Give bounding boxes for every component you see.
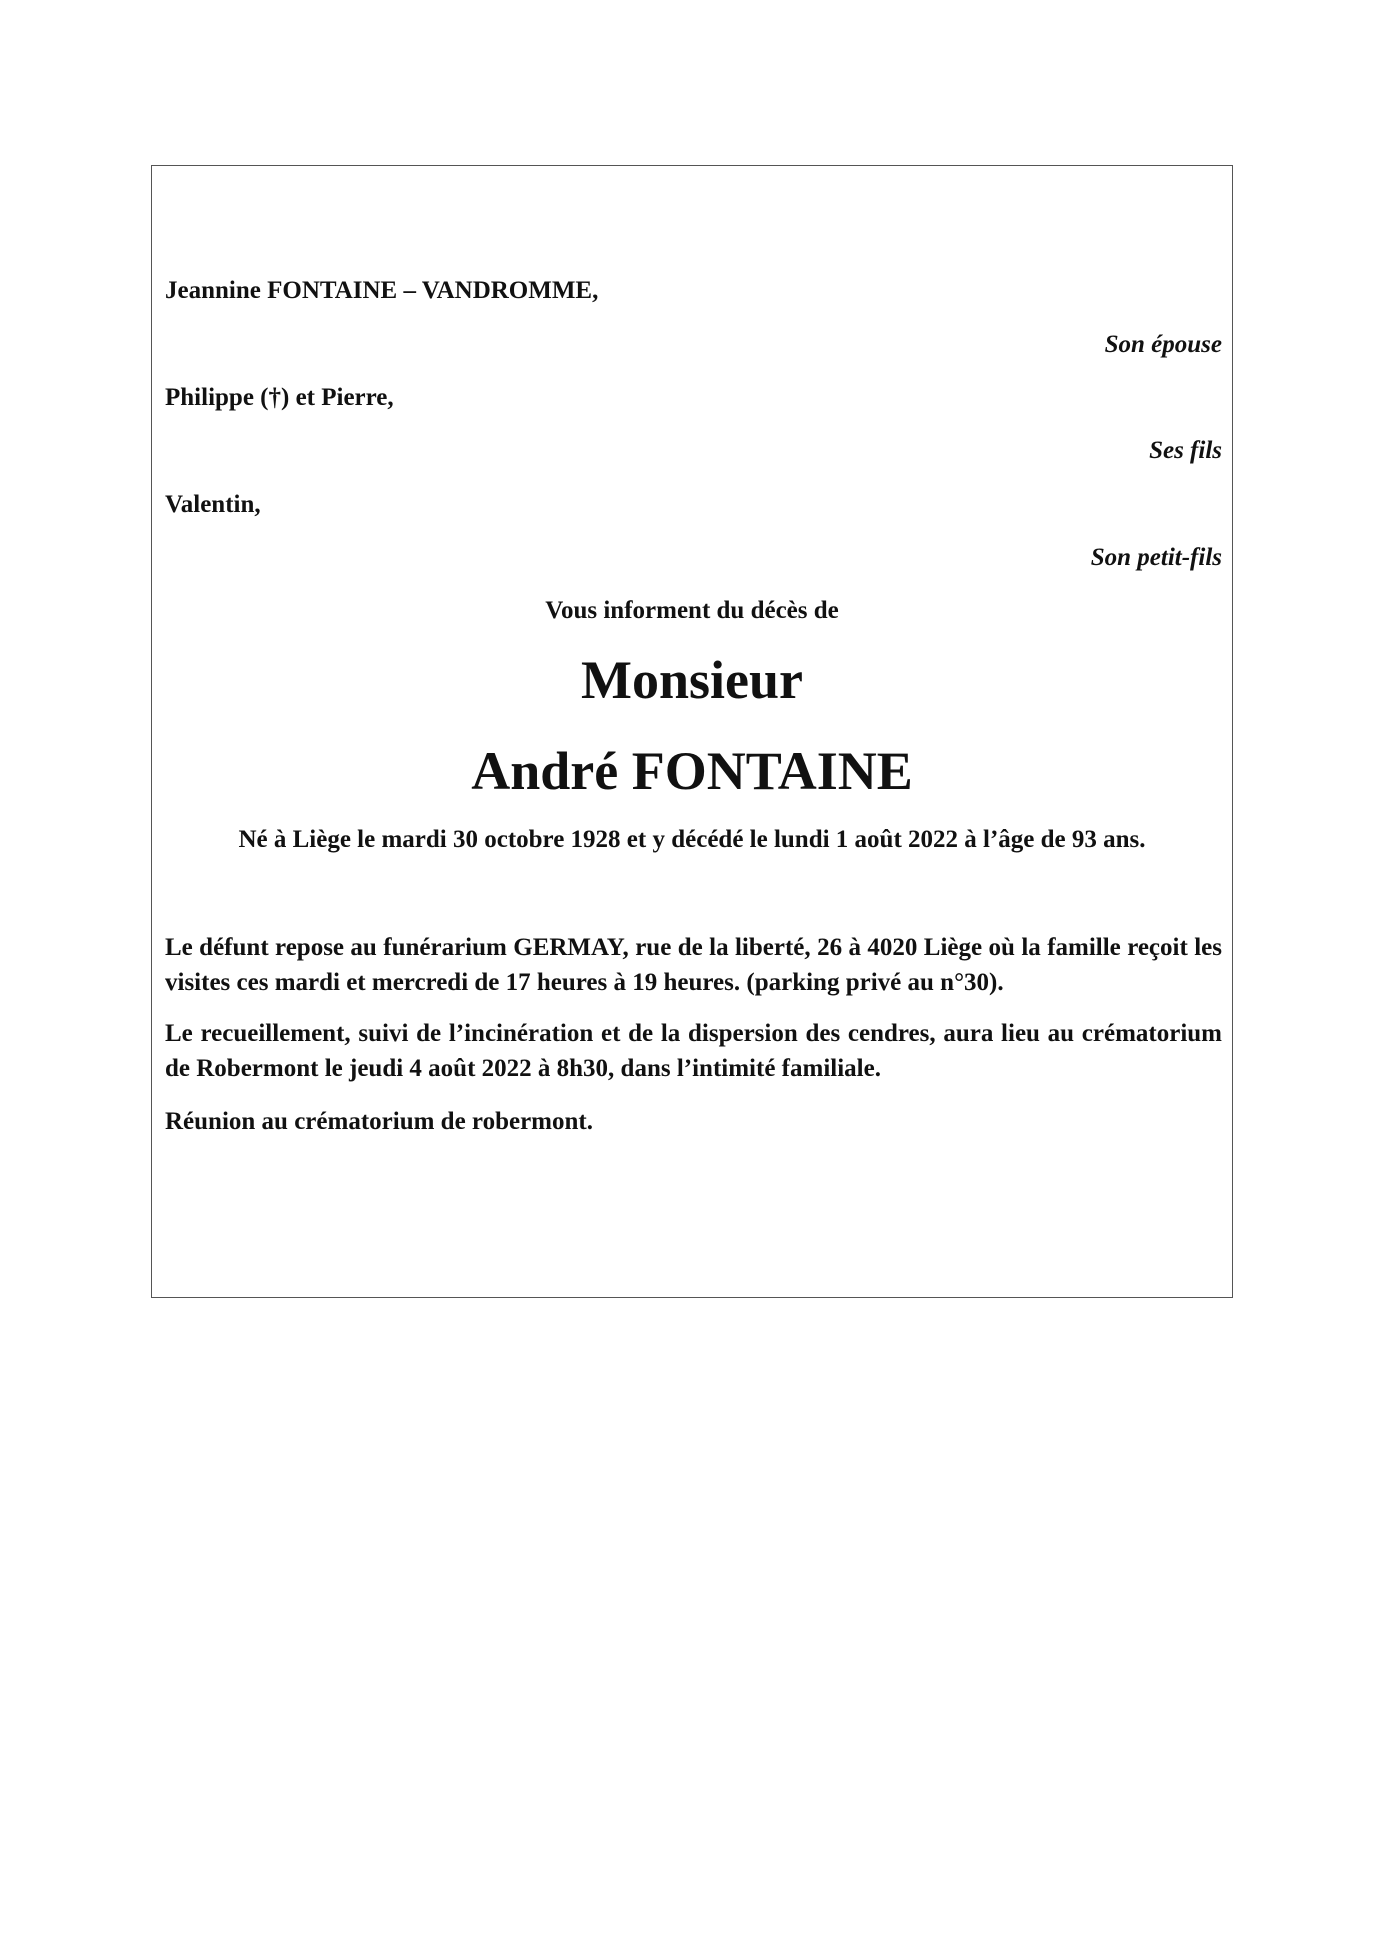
announcement-intro: Vous informent du décès de: [545, 597, 839, 624]
spouse-name: Jeannine FONTAINE – VANDROMME,: [165, 277, 599, 304]
funeral-home-paragraph: Le défunt repose au funérarium GERMAY, rue de la liberté, 26 à 4020 Liège où la famille reçoit les visites ces mardi et mercredi de 17 heures à 19 heures. (parking privé au n°30).: [165, 934, 1222, 996]
sons-names: Philippe (†) et Pierre,: [165, 384, 394, 411]
spouse-role: Son épouse: [1104, 331, 1222, 358]
ceremony-paragraph: Le recueillement, suivi de l’incinération et de la dispersion des cendres, aura lieu au crématorium de Robermont le jeudi 4 août 2022 à 8h30, dans l’intimité familiale.: [165, 1020, 1222, 1082]
grandson-role: Son petit-fils: [1090, 544, 1222, 571]
birth-death-line: Né à Liège le mardi 30 octobre 1928 et y décédé le lundi 1 août 2022 à l’âge de 93 ans.: [238, 826, 1146, 853]
grandson-name: Valentin,: [165, 491, 261, 518]
deceased-honorific: Monsieur: [581, 650, 803, 710]
meeting-paragraph: Réunion au crématorium de robermont.: [165, 1108, 593, 1135]
sons-role: Ses fils: [1149, 437, 1222, 464]
deceased-name: André FONTAINE: [471, 741, 913, 801]
